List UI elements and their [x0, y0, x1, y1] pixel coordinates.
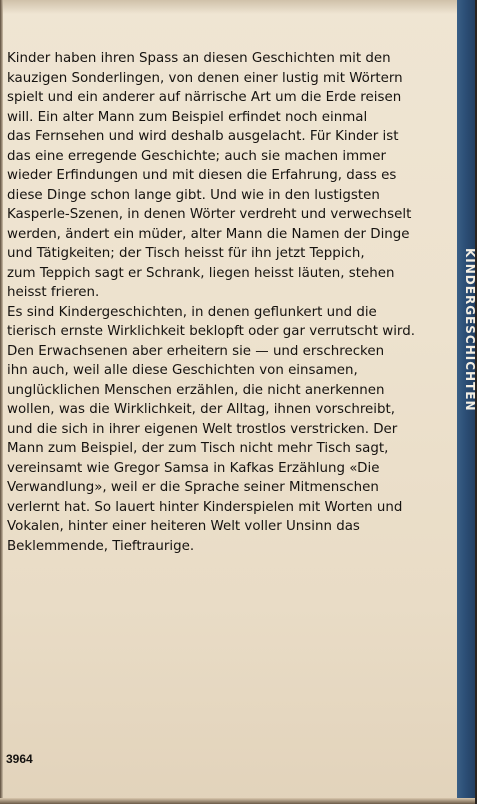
text-line: Mann zum Beispiel, der zum Tisch nicht mehr Tisch sagt, — [7, 441, 389, 456]
bottom-edge-shadow — [0, 798, 475, 804]
text-line: Kinder haben ihren Spass an diesen Geschichten mit den — [7, 51, 391, 66]
paragraph-1 — [7, 49, 457, 303]
text-line: heisst frieren. — [7, 285, 100, 300]
worn-top-edge — [0, 0, 475, 14]
text-line: tierisch ernste Wirklichkeit beklopft oder gar verrutscht wird. — [7, 324, 415, 339]
text-line: und die sich in ihrer eigenen Welt trostlos verstricken. Der — [7, 421, 398, 437]
text-line: zum Teppich sagt er Schrank, liegen heisst läuten, stehen — [7, 265, 395, 281]
text-line: werden, ändert ein müder, alter Mann die Namen der Dinge — [7, 226, 410, 242]
spine-title: KINDERGESCHICHTEN — [463, 248, 477, 412]
paragraph-2 — [7, 303, 457, 557]
left-edge-shadow — [0, 0, 3, 804]
text-line: Den Erwachsenen aber erheitern sie — und erschrecken — [7, 343, 385, 359]
text-line: das eine erregende Geschichte; auch sie machen immer — [7, 148, 386, 164]
text-line: wollen, was die Wirklichkeit, der Alltag, ihnen vorschreibt, — [7, 402, 396, 417]
catalog-number: 3964 — [6, 752, 33, 766]
text-line: diese Dinge schon lange gibt. Und wie in den lustigsten — [7, 187, 380, 203]
text-line: spielt und ein anderer auf närrische Art um die Erde reisen — [7, 90, 402, 105]
text-line: Beklemmende, Tieftraurige. — [7, 538, 195, 554]
text-line: unglücklichen Menschen erzählen, die nicht anerkennen — [7, 382, 385, 398]
text-line: das Fernsehen und wird deshalb ausgelacht. Für Kinder ist — [7, 129, 399, 144]
blurb-text — [7, 49, 457, 556]
text-line: verlernt hat. So lauert hinter Kinderspielen mit Worten und — [7, 499, 403, 515]
text-line: vereinsamt wie Gregor Samsa in Kafkas Erzählung «Die — [7, 460, 380, 476]
book-spine — [457, 0, 475, 804]
text-line: kauzigen Sonderlingen, von denen einer lustig mit Wörtern — [7, 70, 403, 86]
text-line: wieder Erfindungen und mit diesen die Erfahrung, dass es — [7, 168, 397, 183]
text-line: und Tätigkeiten; der Tisch heisst für ihn jetzt Teppich, — [7, 246, 365, 261]
text-line: ihn auch, weil alle diese Geschichten von einsamen, — [7, 363, 358, 378]
text-line: Verwandlung», weil er die Sprache seiner Mitmenschen — [7, 480, 379, 495]
text-line: will. Ein alter Mann zum Beispiel erfindet noch einmal — [7, 109, 368, 125]
text-line: Kasperle-Szenen, in denen Wörter verdreht und verwechselt — [7, 207, 412, 222]
text-line: Es sind Kindergeschichten, in denen geflunkert und die — [7, 304, 377, 320]
text-line: Vokalen, hinter einer heiteren Welt voller Unsinn das — [7, 519, 360, 534]
